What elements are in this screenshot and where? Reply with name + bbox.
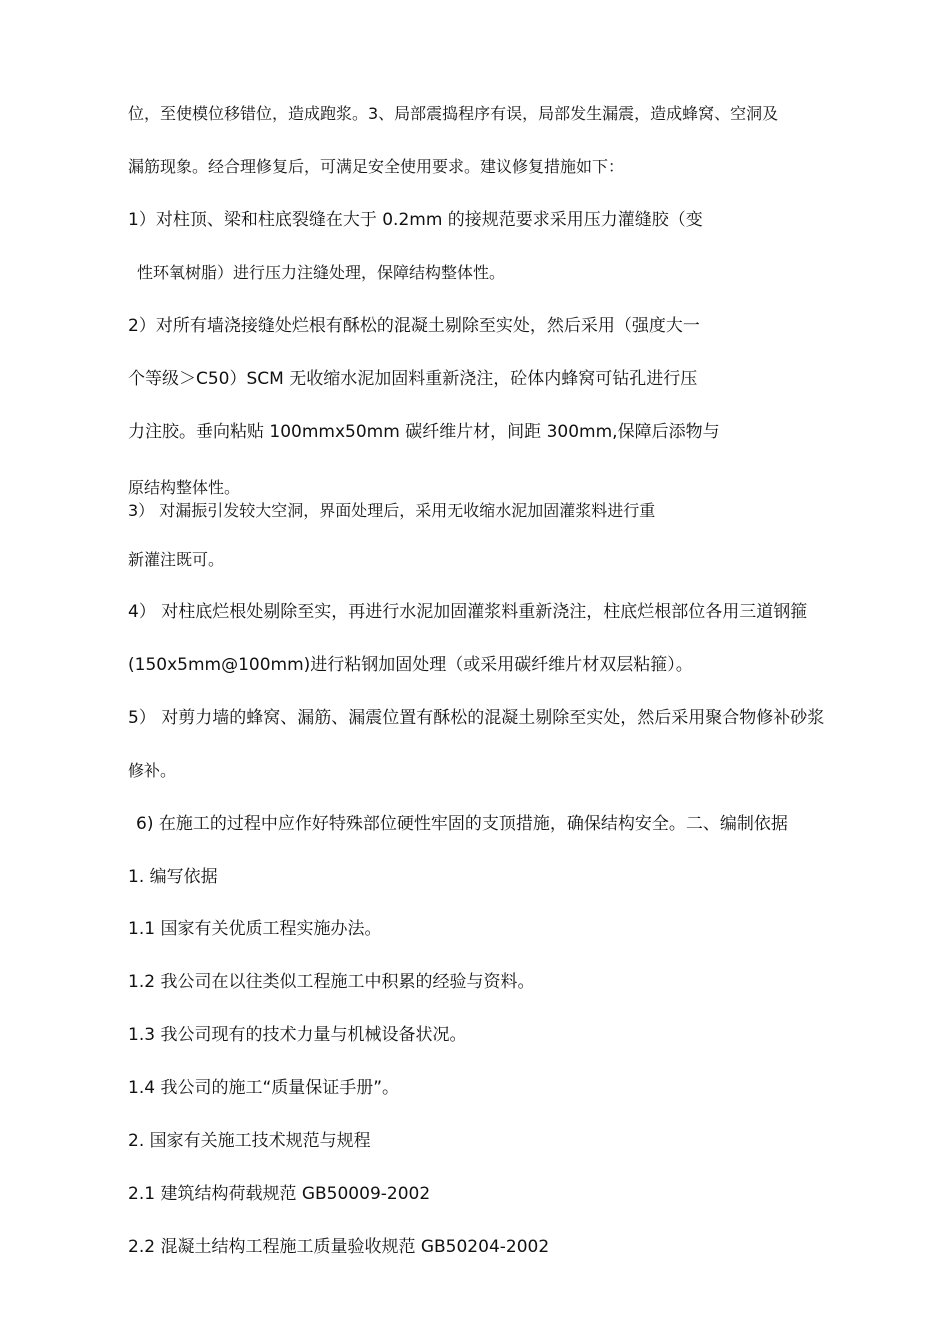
- measure-2-line-3: 力注胶。垂向粘贴 100mmx50mm 碳纤维片材，间距 300mm,保障后添物与: [128, 422, 720, 442]
- item-1-4: 1.4 我公司的施工“质量保证手册”。: [128, 1078, 400, 1098]
- item-1-3: 1.3 我公司现有的技术力量与机械设备状况。: [128, 1025, 467, 1045]
- item-1-1: 1.1 国家有关优质工程实施办法。: [128, 919, 382, 939]
- measure-1-line-1: 1）对柱顶、梁和柱底裂缝在大于 0.2mm 的接规范要求采用压力灌缝胶（变: [128, 210, 703, 230]
- section-2-heading: 2. 国家有关施工技术规范与规程: [128, 1131, 371, 1151]
- measure-2-line-2: 个等级＞C50）SCM 无收缩水泥加固料重新浇注，砼体内蜂窝可钻孔进行压: [128, 369, 698, 389]
- item-1-2: 1.2 我公司在以往类似工程施工中积累的经验与资料。: [128, 972, 535, 992]
- measure-2-line-4: 原结构整体性。: [128, 478, 241, 497]
- paragraph-line-1: 位，至使模位移错位，造成跑浆。3、局部震捣程序有误，局部发生漏震，造成蜂窝、空洞及: [128, 104, 779, 123]
- measure-3-line-2: 新灌注既可。: [128, 550, 225, 569]
- measure-1-line-2: 性环氧树脂）进行压力注缝处理，保障结构整体性。: [137, 263, 506, 282]
- measure-3-line-1: 3） 对漏振引发较大空洞，界面处理后，采用无收缩水泥加固灌浆料进行重: [128, 501, 656, 520]
- paragraph-line-2: 漏筋现象。经合理修复后，可满足安全使用要求。建议修复措施如下：: [128, 157, 625, 176]
- section-1-heading: 1. 编写依据: [128, 867, 218, 887]
- item-2-2: 2.2 混凝土结构工程施工质量验收规范 GB50204-2002: [128, 1237, 550, 1257]
- measure-4-line-2: (150x5mm@100mm)进行粘钢加固处理（或采用碳纤维片材双层粘箍）。: [128, 655, 693, 675]
- item-2-1: 2.1 建筑结构荷载规范 GB50009-2002: [128, 1184, 431, 1204]
- measure-6-line: 6) 在施工的过程中应作好特殊部位硬性牢固的支顶措施，确保结构安全。二、编制依据: [136, 814, 788, 834]
- measure-5-line-1: 5） 对剪力墙的蜂窝、漏筋、漏震位置有酥松的混凝土剔除至实处，然后采用聚合物修补砂浆: [128, 708, 825, 728]
- measure-2-line-1: 2）对所有墙浇接缝处烂根有酥松的混凝土剔除至实处，然后采用（强度大一: [128, 316, 700, 336]
- measure-5-line-2: 修补。: [128, 761, 177, 780]
- measure-4-line-1: 4） 对柱底烂根处剔除至实，再进行水泥加固灌浆料重新浇注，柱底烂根部位各用三道钢箍: [128, 602, 808, 622]
